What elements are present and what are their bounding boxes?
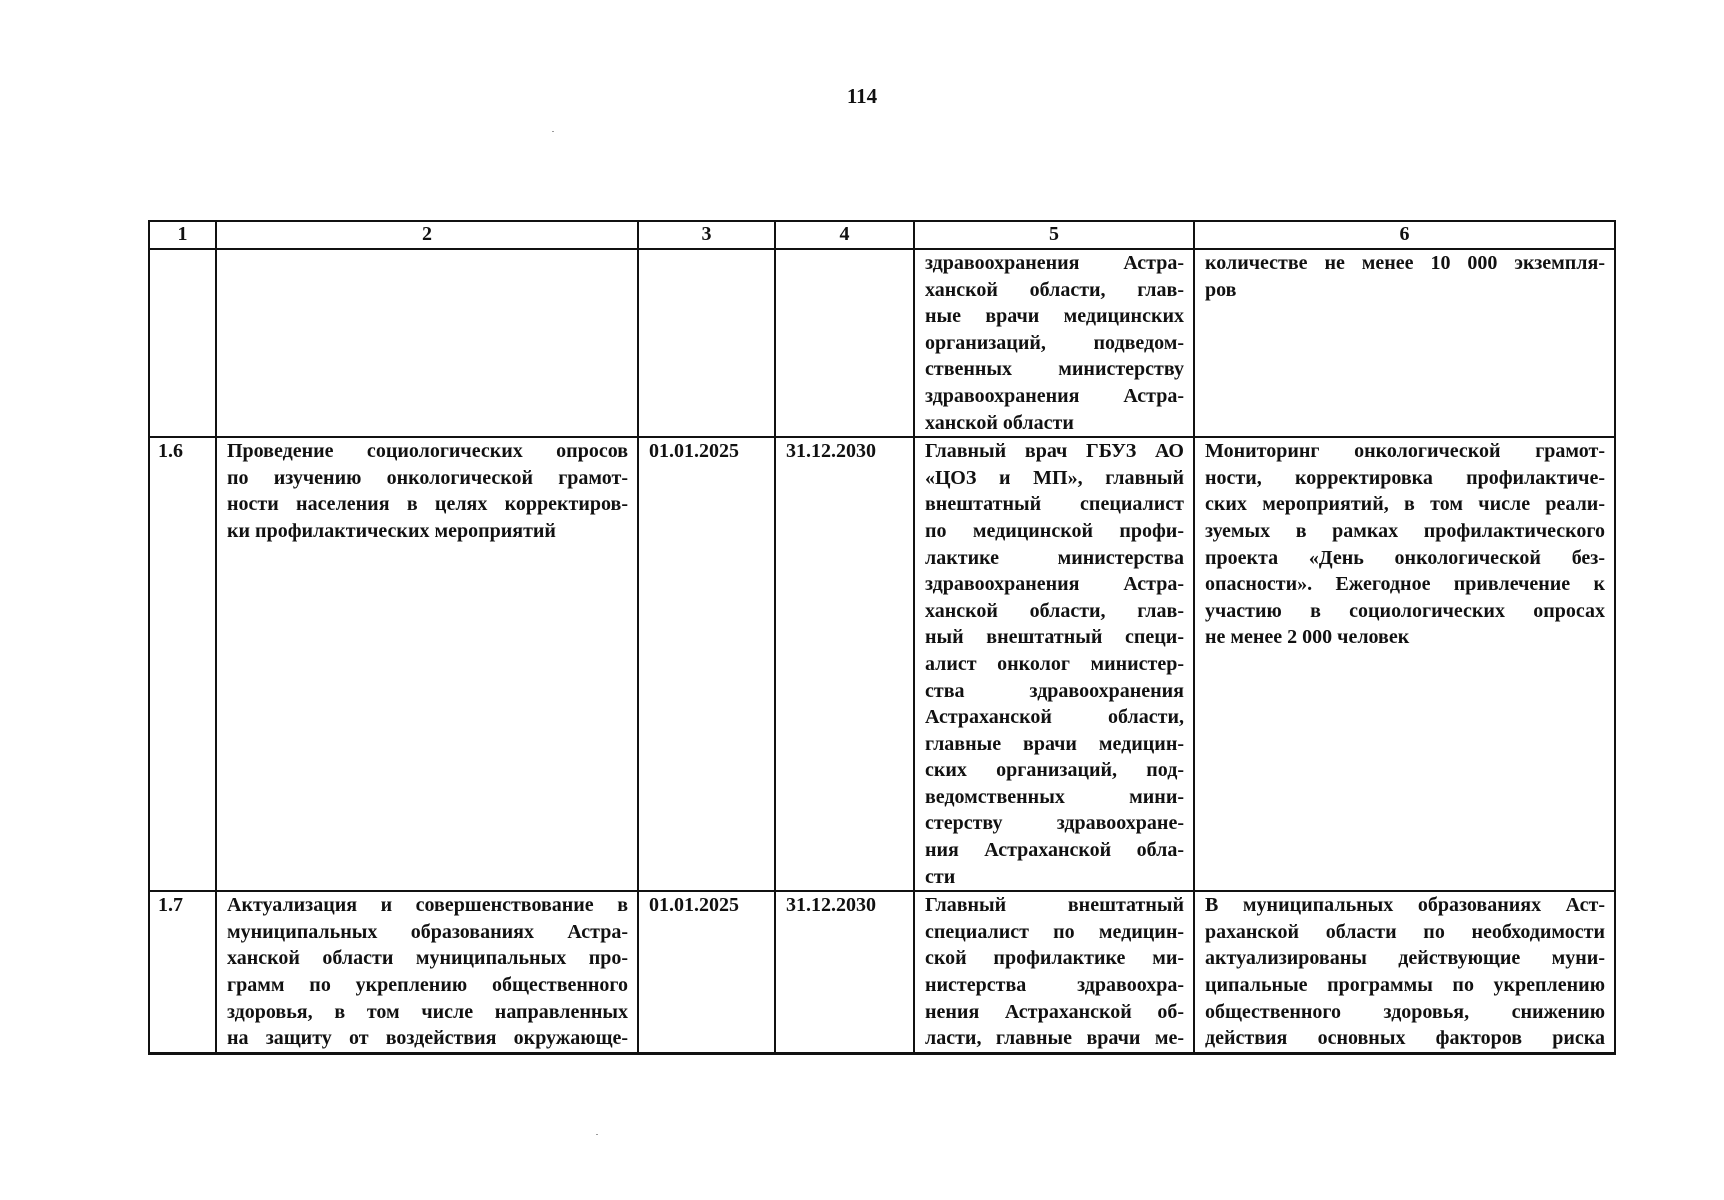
text-line: «ЦОЗ и МП», главный bbox=[925, 466, 1184, 489]
text-line: Проведение социологических опросов bbox=[227, 440, 628, 463]
text-line: ских мероприятий, в том числе реали- bbox=[1205, 493, 1605, 516]
text-line: ласти, главные врачи ме- bbox=[925, 1027, 1184, 1050]
page-number: 114 bbox=[846, 84, 878, 108]
text-line: ности населения в целях корректиров- bbox=[227, 493, 628, 516]
table-row bbox=[149, 891, 1615, 1053]
result-cell bbox=[1194, 891, 1615, 1053]
text-line: ханской области, глав- bbox=[925, 599, 1184, 622]
column-header: 2 bbox=[216, 221, 638, 249]
column-header: 1 bbox=[149, 221, 216, 249]
column-header: 6 bbox=[1194, 221, 1615, 249]
text-line: опасности». Ежегодное привлечение к bbox=[1205, 573, 1605, 596]
responsible-cell bbox=[914, 437, 1194, 891]
text-line: стерству здравоохране- bbox=[925, 812, 1184, 835]
table-row bbox=[149, 249, 1615, 437]
text-line: нистерства здравоохра- bbox=[925, 974, 1184, 997]
row-number bbox=[149, 249, 216, 437]
result-cell bbox=[1194, 437, 1615, 891]
text-line: проекта «День онкологической без- bbox=[1205, 546, 1605, 569]
scan-speck bbox=[552, 131, 554, 132]
text-line: ской профилактике ми- bbox=[925, 947, 1184, 970]
text-line: участию в социологических опросах bbox=[1205, 599, 1605, 622]
text-line: зуемых в рамках профилактического bbox=[1205, 519, 1605, 542]
result-cell bbox=[1194, 249, 1615, 437]
scan-speck bbox=[596, 1134, 598, 1135]
column-header: 3 bbox=[638, 221, 775, 249]
text-line: Астраханской области, bbox=[925, 706, 1184, 729]
text-line: ства здравоохранения bbox=[925, 679, 1184, 702]
text-line: ведомственных мини- bbox=[925, 785, 1184, 808]
table-header-row bbox=[149, 221, 1615, 249]
text-line: ханской области bbox=[925, 411, 1074, 434]
text-line: не менее 2 000 человек bbox=[1205, 626, 1410, 649]
text-line: лактике министерства bbox=[925, 546, 1184, 569]
text-line: ные врачи медицинских bbox=[925, 305, 1184, 328]
end-date bbox=[775, 249, 914, 437]
text-line: ципальные программы по укреплению bbox=[1205, 974, 1605, 997]
text-line: ственных министерству bbox=[925, 358, 1184, 381]
text-line: действия основных факторов риска bbox=[1205, 1027, 1605, 1050]
activity-cell bbox=[216, 891, 638, 1053]
start-date bbox=[638, 249, 775, 437]
column-header: 4 bbox=[775, 221, 914, 249]
text-line: ских организаций, под- bbox=[925, 759, 1184, 782]
text-line: актуализированы действующие муни- bbox=[1205, 947, 1605, 970]
activity-cell bbox=[216, 437, 638, 891]
text-line: ханской области, глав- bbox=[925, 278, 1184, 301]
start-date: 01.01.2025 bbox=[638, 891, 775, 1053]
text-line: нения Астраханской об- bbox=[925, 1000, 1184, 1023]
end-date: 31.12.2030 bbox=[775, 891, 914, 1053]
text-line: главные врачи медицин- bbox=[925, 732, 1184, 755]
text-line: В муниципальных образованиях Аст- bbox=[1205, 894, 1605, 917]
text-line: здравоохранения Астра- bbox=[925, 252, 1184, 274]
text-line: алист онколог министер- bbox=[925, 652, 1184, 675]
text-line: общественного здоровья, снижению bbox=[1205, 1000, 1605, 1023]
text-line: грамм по укреплению общественного bbox=[227, 974, 628, 997]
activity-cell bbox=[216, 249, 638, 437]
text-line: муниципальных образованиях Астра- bbox=[227, 920, 628, 943]
text-line: по изучению онкологической грамот- bbox=[227, 466, 628, 489]
text-line: ности, корректировка профилактиче- bbox=[1205, 466, 1605, 489]
text-line: Главный внештатный bbox=[925, 894, 1184, 917]
text-line: внештатный специалист bbox=[925, 493, 1184, 516]
text-line: Мониторинг онкологической грамот- bbox=[1205, 440, 1605, 463]
text-line: ный внештатный специ- bbox=[925, 626, 1184, 649]
text-line: здравоохранения Астра- bbox=[925, 573, 1184, 596]
text-line: ханской области муниципальных про- bbox=[227, 947, 628, 970]
text-line: ров bbox=[1205, 278, 1237, 301]
text-line: здравоохранения Астра- bbox=[925, 384, 1184, 407]
text-line: Главный врач ГБУЗ АО bbox=[925, 440, 1184, 463]
responsible-cell bbox=[914, 891, 1194, 1053]
column-header: 5 bbox=[914, 221, 1194, 249]
text-line: сти bbox=[925, 865, 956, 888]
text-line: ки профилактических мероприятий bbox=[227, 519, 556, 542]
text-line: здоровья, в том числе направленных bbox=[227, 1000, 628, 1023]
row-number: 1.7 bbox=[149, 891, 216, 1053]
row-number: 1.6 bbox=[149, 437, 216, 891]
text-line: организаций, подведом- bbox=[925, 331, 1184, 354]
text-line: специалист по медицин- bbox=[925, 920, 1184, 943]
table-row bbox=[149, 437, 1615, 891]
text-line: по медицинской профи- bbox=[925, 519, 1184, 542]
text-line: раханской области по необходимости bbox=[1205, 920, 1605, 943]
responsible-cell bbox=[914, 249, 1194, 437]
end-date: 31.12.2030 bbox=[775, 437, 914, 891]
activities-table bbox=[148, 220, 1616, 1055]
text-line: количестве не менее 10 000 экземпля- bbox=[1205, 252, 1605, 274]
start-date: 01.01.2025 bbox=[638, 437, 775, 891]
text-line: ния Астраханской обла- bbox=[925, 839, 1184, 862]
text-line: на защиту от воздействия окружающе- bbox=[227, 1027, 628, 1050]
text-line: Актуализация и совершенствование в bbox=[227, 894, 628, 917]
